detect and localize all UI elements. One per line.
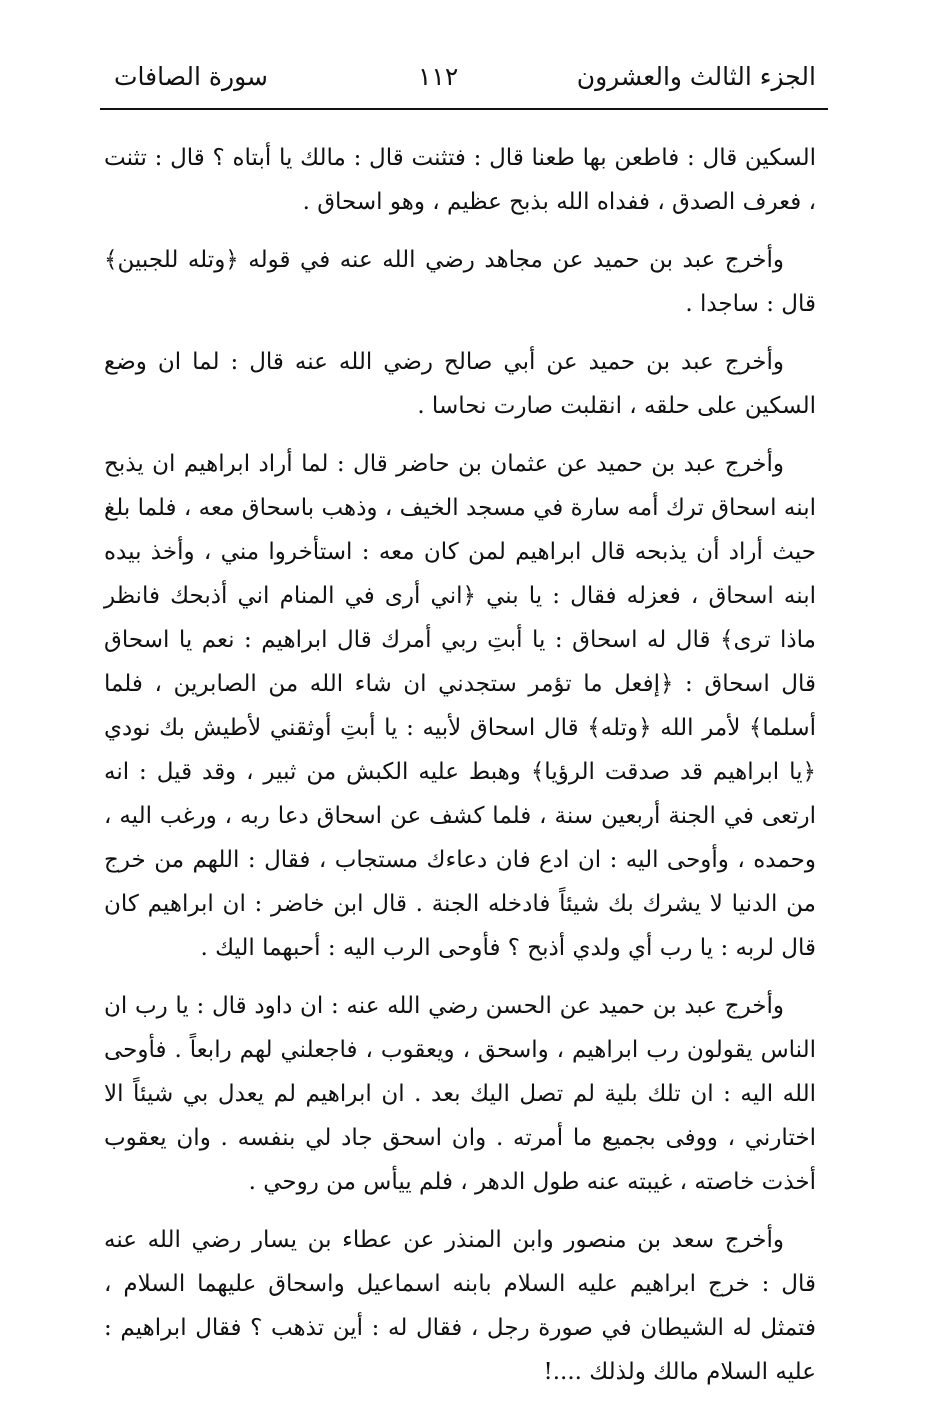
paragraph-3: وأخرج عبد بن حميد عن أبي صالح رضي الله عنه قال : لما ان وضع السكين على حلقه ، انقلبت صارت نحاسا . [104,349,816,419]
paragraph-6: وأخرج سعد بن منصور وابن المنذر عن عطاء بن يسار رضي الله عنه قال : خرج ابراهيم عليه السلام بابنه اسماعيل واسحاق عليهما السلام ، فتمثل له الشيطان في صورة رجل ، فقال له : أين تذهب ؟ فقال ابراهيم : عليه السلام مالك ولذلك ....! [104,1227,816,1385]
part-title: الجزء الثالث والعشرون [576,62,816,91]
surah-title: سورة الصافات [114,62,268,91]
page-number: ١١٢ [418,62,459,91]
header-divider [100,108,828,110]
paragraph-2: وأخرج عبد بن حميد عن مجاهد رضي الله عنه في قوله ﴿وتله للجبين﴾ قال : ساجدا . [104,247,816,317]
page-header [100,56,828,104]
paragraph-5: وأخرج عبد بن حميد عن الحسن رضي الله عنه : ان داود قال : يا رب ان الناس يقولون رب ابراهيم ، واسحق ، ويعقوب ، فاجعلني لهم رابعاً . فأوحى الله اليه : ان تلك بلية لم تصل اليك بعد . ان ابراهيم لم يعدل بي شيئاً الا اختارني ، ووفى بجميع ما أمرته . وان اسحق جاد لي بنفسه . وان يعقوب أخذت خاصته ، غيبته عنه طول الدهر ، فلم ييأس من روحي . [104,993,816,1195]
page-body [104,136,816,1408]
paragraph-1: السكين قال : فاطعن بها طعنا قال : فتثنت قال : مالك يا أبتاه ؟ قال : تثنت ، فعرف الصدق ، ففداه الله بذبح عظيم ، وهو اسحاق . [104,145,816,215]
paragraph-4: وأخرج عبد بن حميد عن عثمان بن حاضر قال : لما أراد ابراهيم ان يذبح ابنه اسحاق ترك أمه سارة في مسجد الخيف ، وذهب باسحاق معه ، فلما بلغ حيث أراد أن يذبحه قال ابراهيم لمن كان معه : استأخروا مني ، وأخذ بيده ابنه اسحاق ، فعزله فقال : يا بني ﴿اني أرى في المنام اني أذبحك فانظر ماذا ترى﴾ قال له اسحاق : يا أبتِ ربي أمرك قال ابراهيم : نعم يا اسحاق قال اسحاق : ﴿إفعل ما تؤمر ستجدني ان شاء الله من الصابرين ، فلما أسلما﴾ لأمر الله ﴿وتله﴾ قال اسحاق لأبيه : يا أبتِ أوثقني لأطيش بك نودي ﴿يا ابراهيم قد صدقت الرؤيا﴾ وهبط عليه الكبش من ثبير ، وقد قيل : انه ارتعى في الجنة أربعين سنة ، فلما كشف عن اسحاق دعا ربه ، ورغب اليه ، وحمده ، وأوحى اليه : ان ادع فان دعاءك مستجاب ، فقال : اللهم من خرج من الدنيا لا يشرك بك شيئاً فادخله الجنة . قال ابن خاضر : ان ابراهيم كان قال لربه : يا رب أي ولدي أذبح ؟ فأوحى الرب اليه : أحبهما اليك . [104,451,816,961]
